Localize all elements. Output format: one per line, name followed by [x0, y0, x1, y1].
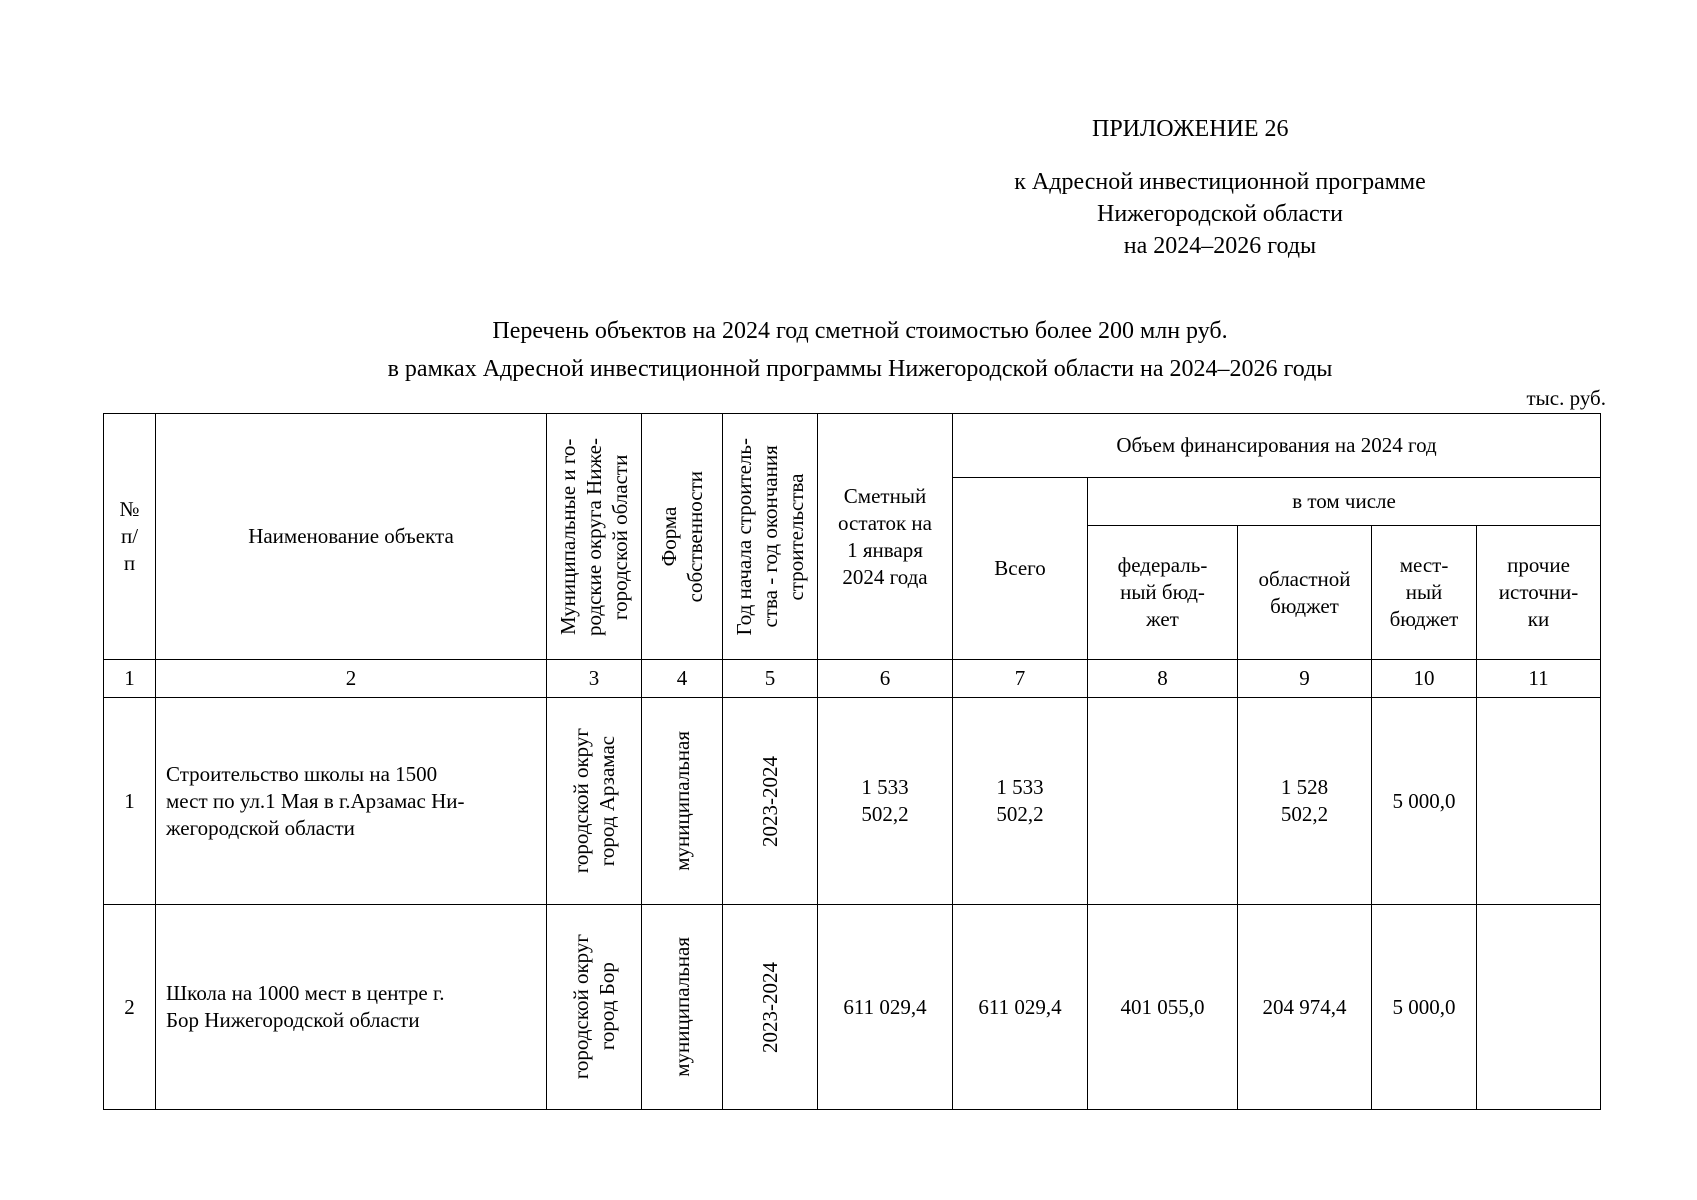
total-cell: 1 533 502,2: [953, 698, 1088, 905]
unit-note: тыс. руб.: [1526, 386, 1606, 410]
municipality-cell: городской округ город Бор: [547, 905, 642, 1110]
municipality-cell: городской округ город Арзамас: [547, 698, 642, 905]
header-other: прочие источни- ки: [1477, 526, 1601, 660]
ownership-cell: муниципальная: [642, 698, 723, 905]
heading-line-2: в рамках Адресной инвестиционной программы Нижегородской области на 2024–2026 годы: [387, 356, 1333, 382]
local-cell: 5 000,0: [1372, 698, 1477, 905]
header-local: мест- ный бюджет: [1372, 526, 1477, 660]
header-municipality: Муниципальные и го- родские округа Ниже- городской области: [547, 414, 642, 660]
column-number: 2: [156, 660, 547, 698]
appendix-line-1: к Адресной инвестиционной программе: [1014, 169, 1426, 195]
document-heading: [110, 312, 1610, 388]
appendix-line-3: на 2024–2026 годы: [1123, 233, 1317, 259]
column-number: 11: [1477, 660, 1601, 698]
object-name: Строительство школы на 1500 мест по ул.1 Мая в г.Арзамас Ни- жегородской области: [156, 698, 547, 905]
column-number: 9: [1238, 660, 1372, 698]
header-years: Год начала строитель- ства - год окончания строительства: [723, 414, 818, 660]
column-number: 5: [723, 660, 818, 698]
column-number: 6: [818, 660, 953, 698]
years-cell: 2023-2024: [723, 905, 818, 1110]
objects-table: [103, 413, 1601, 1110]
years-cell: 2023-2024: [723, 698, 818, 905]
regional-cell: 204 974,4: [1238, 905, 1372, 1110]
column-number: 3: [547, 660, 642, 698]
column-number: 4: [642, 660, 723, 698]
object-name: Школа на 1000 мест в центре г. Бор Нижегородской области: [156, 905, 547, 1110]
appendix-title: ПРИЛОЖЕНИЕ 26: [1092, 116, 1289, 142]
header-total: Всего: [953, 478, 1088, 660]
other-cell: [1477, 905, 1601, 1110]
row-number: 1: [104, 698, 156, 905]
header-balance: Сметный остаток на 1 января 2024 года: [818, 414, 953, 660]
row-number: 2: [104, 905, 156, 1110]
header-num: № п/ п: [104, 414, 156, 660]
column-number: 1: [104, 660, 156, 698]
column-number: 10: [1372, 660, 1477, 698]
ownership-cell: муниципальная: [642, 905, 723, 1110]
appendix-subtitle: [920, 166, 1520, 262]
header-including: в том числе: [1088, 478, 1601, 526]
header-federal: федераль- ный бюд- жет: [1088, 526, 1238, 660]
table-row: [104, 698, 1601, 905]
total-cell: 611 029,4: [953, 905, 1088, 1110]
other-cell: [1477, 698, 1601, 905]
header-ownership: Форма собственности: [642, 414, 723, 660]
column-number: 8: [1088, 660, 1238, 698]
federal-cell: 401 055,0: [1088, 905, 1238, 1110]
table-row: [104, 905, 1601, 1110]
regional-cell: 1 528 502,2: [1238, 698, 1372, 905]
column-number: 7: [953, 660, 1088, 698]
balance-cell: 1 533 502,2: [818, 698, 953, 905]
appendix-line-2: Нижегородской области: [1096, 201, 1344, 227]
heading-line-1: Перечень объектов на 2024 год сметной стоимостью более 200 млн руб.: [492, 318, 1228, 344]
column-number-row: [104, 660, 1601, 698]
header-name: Наименование объекта: [156, 414, 547, 660]
local-cell: 5 000,0: [1372, 905, 1477, 1110]
header-regional: областной бюджет: [1238, 526, 1372, 660]
header-financing: Объем финансирования на 2024 год: [953, 414, 1601, 478]
federal-cell: [1088, 698, 1238, 905]
balance-cell: 611 029,4: [818, 905, 953, 1110]
header-row-1: [104, 414, 1601, 478]
